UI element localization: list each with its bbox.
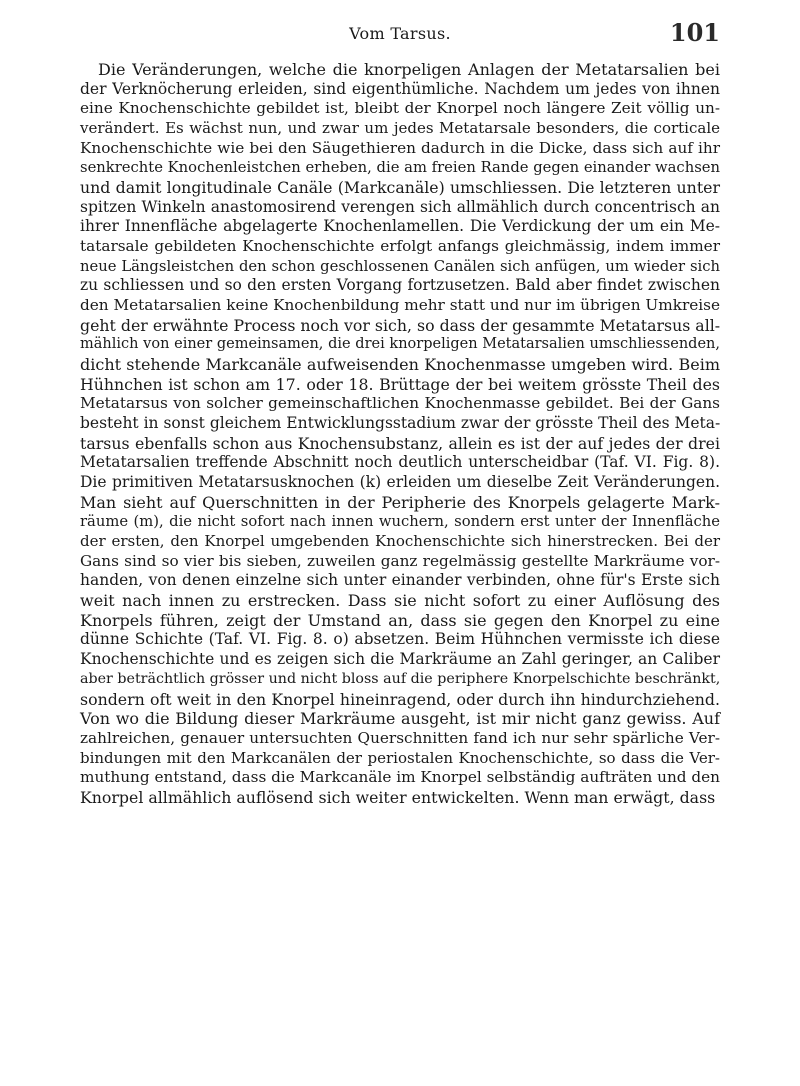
text-line: tatarsale gebildeten Knochenschichte erfolgt anfangs gleichmässig, indem immer <box>80 237 720 256</box>
text-line: spitzen Winkeln anastomosirend verengen sich allmählich durch concentrisch an <box>80 197 720 216</box>
text-line: aber beträchtlich grösser und nicht bloss auf die periphere Knorpelschichte beschränkt, <box>80 670 721 687</box>
text-line: zahlreichen, genauer untersuchten Querschnitten fand ich nur sehr spärliche Ver- <box>80 728 720 747</box>
text-line: Die primitiven Metatarsusknochen (k) erleiden um dieselbe Zeit Veränderungen. <box>80 473 720 492</box>
text-line: eine Knochenschichte gebildet ist, bleibt der Knorpel noch längere Zeit völlig un- <box>80 99 720 118</box>
text-line: der Verknöcherung erleiden, sind eigenthümliche. Nachdem um jedes von ihnen <box>80 79 720 98</box>
text-line: Gans sind so vier bis sieben, zuweilen ganz regelmässig gestellte Markräume vor- <box>80 551 720 570</box>
text-line: ihrer Innenfläche abgelagerte Knochenlamellen. Die Verdickung der um ein Me- <box>80 217 720 236</box>
text-line: tarsus ebenfalls schon aus Knochensubstanz, allein es ist der auf jedes der drei <box>80 433 720 453</box>
text-line: Knorpel allmählich auflösend sich weiter entwickelten. Wenn man erwägt, dass <box>80 787 716 807</box>
text-line: muthung entstand, dass die Markcanäle im Knorpel selbständig aufträten und den <box>80 768 720 787</box>
page-number: 101 <box>669 18 720 47</box>
text-line: handen, von denen einzelne sich unter einander verbinden, ohne für's Erste sich <box>80 571 720 590</box>
text-line: mählich von einer gemeinsamen, die drei knorpeligen Metatarsalien umschliessenden, <box>80 336 720 353</box>
text-line: und damit longitudinale Canäle (Markcanäle) umschliessen. Die letzteren unter <box>80 178 720 198</box>
text-line: Knochenschichte und es zeigen sich die Markräume an Zahl geringer, an Caliber <box>80 650 720 669</box>
running-title: Vom Tarsus. <box>349 24 451 43</box>
text-line: Metatarsus von solcher gemeinschaftlichen Knochenmasse gebildet. Bei der Gans <box>80 394 720 413</box>
text-line: sondern oft weit in den Knorpel hineinragend, oder durch ihn hindurchziehend. <box>80 689 720 709</box>
text-line: weit nach innen zu erstrecken. Dass sie nicht sofort zu einer Auflösung des <box>80 591 720 611</box>
text-line: besteht in sonst gleichem Entwicklungsstadium zwar der grösste Theil des Meta- <box>80 414 721 433</box>
text-line: Hühnchen ist schon am 17. oder 18. Brüttage der bei weitem grösste Theil des <box>80 374 720 394</box>
text-line: Knochenschichte wie bei den Säugethieren dadurch in die Dicke, dass sich auf ihr <box>80 138 720 157</box>
text-line: zu schliessen und so den ersten Vorgang fortzusetzen. Bald aber findet zwischen <box>80 276 720 295</box>
text-line: Von wo die Bildung dieser Markräume ausgeht, ist mir nicht ganz gewiss. Auf <box>80 709 720 729</box>
text-line: dünne Schichte (Taf. VI. Fig. 8. o) absetzen. Beim Hühnchen vermisste ich diese <box>80 630 720 649</box>
text-line: senkrechte Knochenleistchen erheben, die am freien Rande gegen einander wachsen <box>80 159 720 177</box>
text-line: verändert. Es wächst nun, und zwar um jedes Metatarsale besonders, die corticale <box>80 119 720 138</box>
text-line: geht der erwähnte Process noch vor sich, so dass der gesammte Metatarsus all- <box>80 315 721 335</box>
text-line: der ersten, den Knorpel umgebenden Knochenschichte sich hinerstrecken. Bei der <box>80 532 720 551</box>
text-line: Metatarsalien treffende Abschnitt noch deutlich unterscheidbar (Taf. VI. Fig. 8). <box>80 453 720 472</box>
text-line: den Metatarsalien keine Knochenbildung mehr statt und nur im übrigen Umkreise <box>80 296 720 315</box>
text-line: neue Längsleistchen den schon geschlossenen Canälen sich anfügen, um wieder sich <box>80 257 720 275</box>
text-line: Die Veränderungen, welche die knorpeligen Anlagen der Metatarsalien bei <box>98 60 720 79</box>
text-line: Knorpels führen, zeigt der Umstand an, dass sie gegen den Knorpel zu eine <box>80 610 720 630</box>
text-line: dicht stehende Markcanäle aufweisenden Knochenmasse umgeben wird. Beim <box>80 355 720 375</box>
running-head <box>80 18 720 48</box>
body-text <box>80 60 720 808</box>
text-line: bindungen mit den Markcanälen der periostalen Knochenschichte, so dass die Ver- <box>80 748 720 767</box>
text-line: Man sieht auf Querschnitten in der Peripherie des Knorpels gelagerte Mark- <box>80 492 720 512</box>
text-line: räume (m), die nicht sofort nach innen wuchern, sondern erst unter der Innenfläche <box>80 513 720 531</box>
